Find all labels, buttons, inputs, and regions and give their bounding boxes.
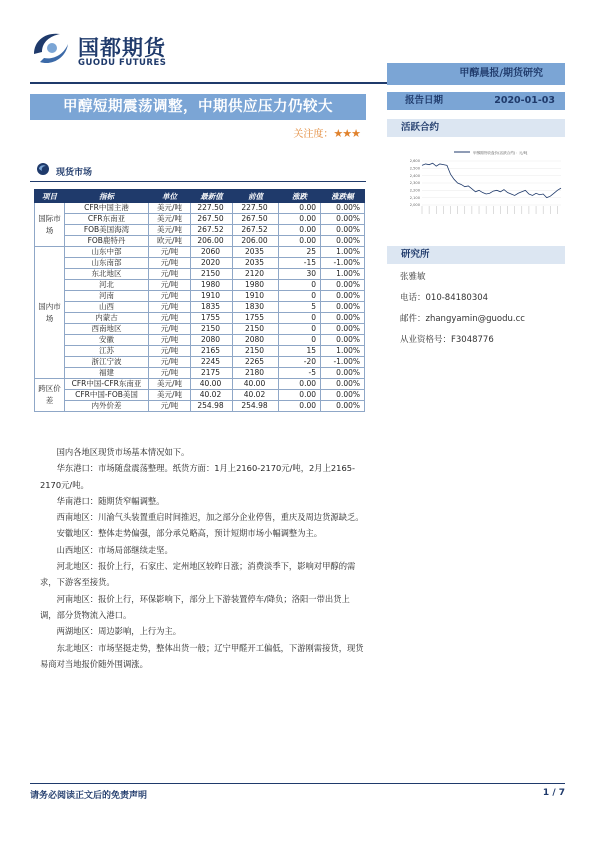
unit-cell: 元/吨 <box>149 313 191 324</box>
group-label: 国际市场 <box>35 203 65 247</box>
table-row <box>35 203 365 214</box>
change-pct-cell: 0.00% <box>321 335 365 346</box>
table-header-row <box>35 190 365 203</box>
indicator-cell: 江苏 <box>65 346 149 357</box>
indicator-cell: FOB美国海湾 <box>65 225 149 236</box>
footer-rule <box>30 783 565 784</box>
table-row <box>35 214 365 225</box>
commentary-paragraph: 华东港口：市场随盘震荡整理。纸货方面：1月上2160-2170元/吨，2月上2165-2170元/吨。 <box>40 463 356 490</box>
change-cell: 0.00 <box>279 390 321 401</box>
indicator-cell: 安徽 <box>65 335 149 346</box>
previous-cell: 2120 <box>233 269 279 280</box>
indicator-cell: 河北 <box>65 280 149 291</box>
previous-cell: 1830 <box>233 302 279 313</box>
previous-cell: 1980 <box>233 280 279 291</box>
group-label: 跨区价差 <box>35 379 65 412</box>
active-contract-heading: 活跃合约 <box>387 119 565 137</box>
y-tick-label: 2,300 <box>409 181 420 186</box>
change-cell: 0.00 <box>279 401 321 412</box>
market-commentary <box>40 444 365 672</box>
change-pct-cell: 0.00% <box>321 291 365 302</box>
previous-cell: 1755 <box>233 313 279 324</box>
spot-market-heading <box>30 160 366 182</box>
previous-cell: 40.02 <box>233 390 279 401</box>
unit-cell: 美元/吨 <box>149 379 191 390</box>
logo-english-name: GUODU FUTURES <box>78 58 167 68</box>
unit-cell: 元/吨 <box>149 280 191 291</box>
latest-cell: 2020 <box>191 258 233 269</box>
previous-cell: 2180 <box>233 368 279 379</box>
report-date-value: 2020-01-03 <box>494 95 555 106</box>
unit-cell: 美元/吨 <box>149 214 191 225</box>
change-cell: 15 <box>279 346 321 357</box>
indicator-cell: 福建 <box>65 368 149 379</box>
change-cell: 25 <box>279 247 321 258</box>
change-pct-cell: 0.00% <box>321 390 365 401</box>
indicator-cell: 山东中部 <box>65 247 149 258</box>
change-pct-cell: 0.00% <box>321 302 365 313</box>
disclaimer-notice: 请务必阅读正文后的免责声明 <box>30 791 148 801</box>
latest-cell: 2150 <box>191 269 233 280</box>
previous-cell: 206.00 <box>233 236 279 247</box>
commentary-paragraph: 安徽地区：整体走势偏强，部分承兑略高，预计短期市场小幅调整为主。 <box>56 528 323 539</box>
unit-cell: 元/吨 <box>149 401 191 412</box>
table-row <box>35 335 365 346</box>
change-pct-cell: 0.00% <box>321 313 365 324</box>
header-unit: 单位 <box>149 190 191 203</box>
page-number: 1 / 7 <box>542 788 565 798</box>
unit-cell: 元/吨 <box>149 335 191 346</box>
table-row <box>35 236 365 247</box>
change-pct-cell: 0.00% <box>321 280 365 291</box>
previous-cell: 267.50 <box>233 214 279 225</box>
indicator-cell: 内蒙古 <box>65 313 149 324</box>
chart-legend <box>454 150 528 155</box>
change-pct-cell: 0.00% <box>321 214 365 225</box>
report-date-bar <box>387 92 565 110</box>
change-pct-cell: 1.00% <box>321 247 365 258</box>
latest-cell: 267.50 <box>191 214 233 225</box>
commentary-paragraph: 国内各地区现货市场基本情况如下。 <box>56 447 190 457</box>
indicator-cell: CFR中国-FOB美国 <box>65 390 149 401</box>
latest-cell: 2245 <box>191 357 233 368</box>
header-rule <box>30 82 387 84</box>
researcher-phone: 电话：010-84180304 <box>400 293 489 303</box>
commentary-paragraph: 两湖地区：周边影响，上行为主。 <box>56 626 182 637</box>
attention-rating <box>230 125 360 140</box>
latest-cell: 40.00 <box>191 379 233 390</box>
unit-cell: 美元/吨 <box>149 225 191 236</box>
change-cell: 0.00 <box>279 203 321 214</box>
latest-cell: 2060 <box>191 247 233 258</box>
previous-cell: 227.50 <box>233 203 279 214</box>
change-pct-cell: 0.00% <box>321 368 365 379</box>
researcher-certificate: 从业资格号：F3048776 <box>400 335 494 345</box>
commentary-paragraph: 山西地区：市场局部继续走坚。 <box>56 544 173 555</box>
unit-cell: 元/吨 <box>149 302 191 313</box>
table-row <box>35 390 365 401</box>
change-pct-cell: 0.00% <box>321 225 365 236</box>
change-cell: 0.00 <box>279 225 321 236</box>
header-previous: 前值 <box>233 190 279 203</box>
header-latest: 最新值 <box>191 190 233 203</box>
logo-mark-icon <box>30 28 72 68</box>
report-category: 甲醇晨报/期货研究 <box>387 63 565 85</box>
researcher-email: 邮件：zhangyamin@guodu.cc <box>400 314 525 324</box>
indicator-cell: CFR中国主港 <box>65 203 149 214</box>
y-tick-label: 2,000 <box>409 203 420 208</box>
unit-cell: 美元/吨 <box>149 390 191 401</box>
table-row <box>35 225 365 236</box>
latest-cell: 1755 <box>191 313 233 324</box>
change-cell: 0 <box>279 324 321 335</box>
change-pct-cell: 0.00% <box>321 236 365 247</box>
guodu-logo <box>30 26 180 70</box>
latest-cell: 1980 <box>191 280 233 291</box>
header-change: 涨跌 <box>279 190 321 203</box>
previous-cell: 2080 <box>233 335 279 346</box>
table-row <box>35 401 365 412</box>
change-cell: 5 <box>279 302 321 313</box>
unit-cell: 元/吨 <box>149 269 191 280</box>
latest-cell: 267.52 <box>191 225 233 236</box>
change-cell: 0 <box>279 313 321 324</box>
previous-cell: 2150 <box>233 346 279 357</box>
latest-cell: 206.00 <box>191 236 233 247</box>
indicator-cell: 山东南部 <box>65 258 149 269</box>
logo-chinese-name: 国都期货 <box>78 36 166 60</box>
latest-cell: 1835 <box>191 302 233 313</box>
table-row <box>35 258 365 269</box>
commentary-paragraph: 河北地区：报价上行，石家庄、定州地区较昨日涨；消费淡季下，影响对甲醇的需求，下游客至接货。 <box>40 561 356 588</box>
y-tick-label: 2,500 <box>409 166 420 171</box>
header-change-pct: 涨跌幅 <box>321 190 365 203</box>
unit-cell: 元/吨 <box>149 346 191 357</box>
table-row <box>35 280 365 291</box>
change-pct-cell: 0.00% <box>321 401 365 412</box>
indicator-cell: 山西 <box>65 302 149 313</box>
indicator-cell: CFR东南亚 <box>65 214 149 225</box>
change-cell: 0 <box>279 291 321 302</box>
active-contract-chart <box>396 143 566 218</box>
report-title: 甲醇短期震荡调整，中期供应压力仍较大 <box>30 94 366 120</box>
latest-cell: 254.98 <box>191 401 233 412</box>
unit-cell: 元/吨 <box>149 247 191 258</box>
previous-cell: 2035 <box>233 247 279 258</box>
change-cell: 30 <box>279 269 321 280</box>
attention-label: 关注度： <box>293 129 334 140</box>
header-item: 项目 <box>35 190 65 203</box>
previous-cell: 2150 <box>233 324 279 335</box>
change-cell: 0.00 <box>279 236 321 247</box>
change-cell: 0.00 <box>279 214 321 225</box>
indicator-cell: 西南地区 <box>65 324 149 335</box>
change-cell: -15 <box>279 258 321 269</box>
change-cell: -20 <box>279 357 321 368</box>
latest-cell: 2150 <box>191 324 233 335</box>
indicator-cell: 内外价差 <box>65 401 149 412</box>
researcher-name: 张雅敏 <box>400 272 426 282</box>
indicator-cell: FOB鹿特丹 <box>65 236 149 247</box>
unit-cell: 欧元/吨 <box>149 236 191 247</box>
section-swirl-icon <box>36 162 50 176</box>
table-row <box>35 368 365 379</box>
report-date-label: 报告日期 <box>405 95 444 106</box>
change-cell: 0 <box>279 280 321 291</box>
spot-market-table <box>34 189 365 412</box>
table-row <box>35 269 365 280</box>
research-institute-heading: 研究所 <box>387 246 565 264</box>
y-tick-label: 2,200 <box>409 188 420 193</box>
table-row <box>35 247 365 258</box>
attention-stars-icon: ★★★ <box>333 127 360 140</box>
previous-cell: 2035 <box>233 258 279 269</box>
change-pct-cell: 0.00% <box>321 324 365 335</box>
change-pct-cell: 1.00% <box>321 269 365 280</box>
commentary-paragraph: 华南港口：随期货窄幅调整。 <box>56 495 165 506</box>
commentary-paragraph: 东北地区：市场坚挺走势，整体出货一般；辽宁甲醛开工偏低，下游刚需接货，现货易商对当地报价随外围调涨。 <box>40 642 364 669</box>
legend-label: 甲醇期货收盘价(活跃合约)：元/吨 <box>473 151 528 155</box>
table-row <box>35 302 365 313</box>
change-pct-cell: 0.00% <box>321 379 365 390</box>
unit-cell: 元/吨 <box>149 291 191 302</box>
indicator-cell: 浙江宁波 <box>65 357 149 368</box>
change-pct-cell: 0.00% <box>321 203 365 214</box>
table-row <box>35 346 365 357</box>
table-row <box>35 291 365 302</box>
change-cell: 0 <box>279 335 321 346</box>
unit-cell: 元/吨 <box>149 324 191 335</box>
latest-cell: 40.02 <box>191 390 233 401</box>
change-cell: 0.00 <box>279 379 321 390</box>
y-tick-label: 2,600 <box>409 159 420 164</box>
latest-cell: 2175 <box>191 368 233 379</box>
group-label: 国内市场 <box>35 247 65 379</box>
unit-cell: 元/吨 <box>149 258 191 269</box>
indicator-cell: 河南 <box>65 291 149 302</box>
latest-cell: 2165 <box>191 346 233 357</box>
change-cell: -5 <box>279 368 321 379</box>
change-pct-cell: -1.00% <box>321 357 365 368</box>
latest-cell: 227.50 <box>191 203 233 214</box>
previous-cell: 267.52 <box>233 225 279 236</box>
commentary-paragraph: 河南地区：报价上行，环保影响下，部分上下游装置停车/降负；洛阳一带出货上调，部分货物流入港口。 <box>40 593 350 620</box>
latest-cell: 2080 <box>191 335 233 346</box>
y-tick-label: 2,100 <box>409 195 420 200</box>
table-row <box>35 379 365 390</box>
y-tick-label: 2,400 <box>409 173 420 178</box>
previous-cell: 1910 <box>233 291 279 302</box>
previous-cell: 254.98 <box>233 401 279 412</box>
commentary-paragraph: 西南地区：川渝气头装置重启时间推迟，加之部分企业停售，重庆及周边货源缺乏。 <box>56 512 364 523</box>
header-indicator: 指标 <box>65 190 149 203</box>
previous-cell: 2265 <box>233 357 279 368</box>
section-title: 现货市场 <box>56 168 93 178</box>
unit-cell: 元/吨 <box>149 357 191 368</box>
table-row <box>35 357 365 368</box>
indicator-cell: 东北地区 <box>65 269 149 280</box>
table-row <box>35 313 365 324</box>
unit-cell: 美元/吨 <box>149 203 191 214</box>
previous-cell: 40.00 <box>233 379 279 390</box>
change-pct-cell: 1.00% <box>321 346 365 357</box>
change-pct-cell: -1.00% <box>321 258 365 269</box>
table-row <box>35 324 365 335</box>
indicator-cell: CFR中国-CFR东南亚 <box>65 379 149 390</box>
unit-cell: 元/吨 <box>149 368 191 379</box>
latest-cell: 1910 <box>191 291 233 302</box>
